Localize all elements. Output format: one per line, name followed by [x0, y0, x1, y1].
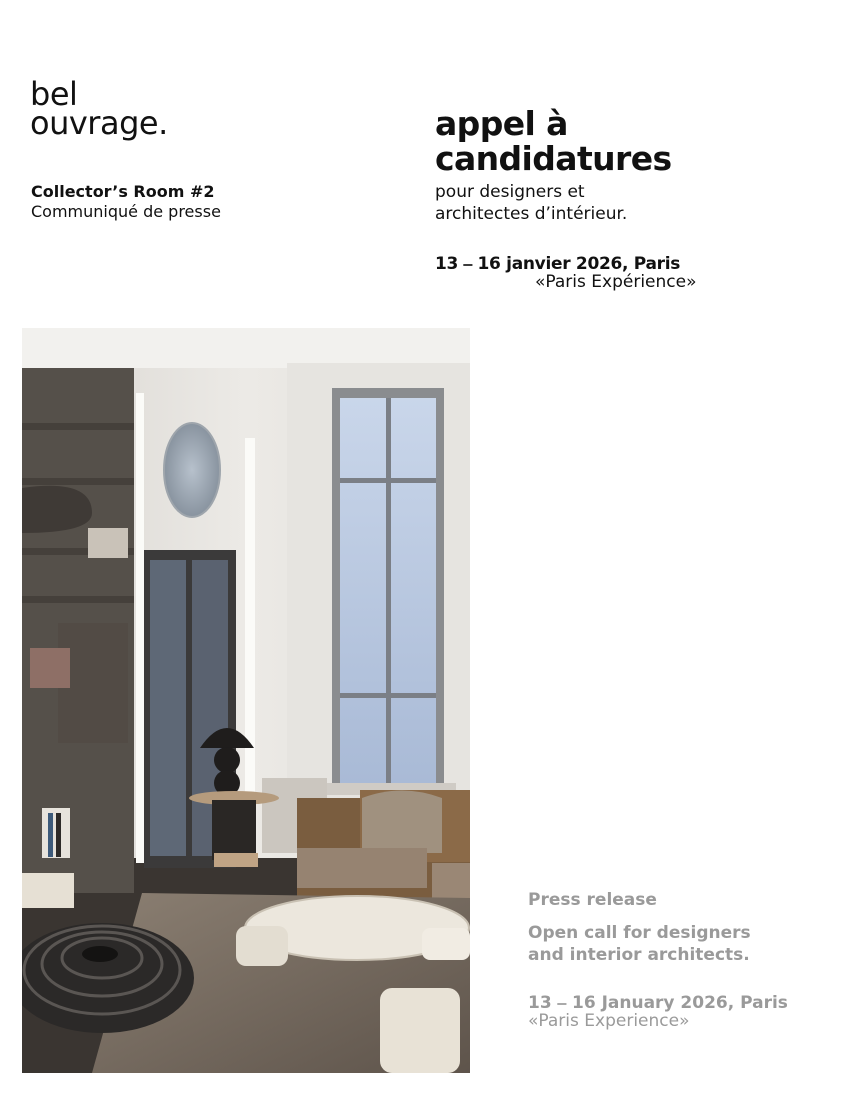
brand-logo — [30, 75, 168, 142]
english-summary — [528, 889, 788, 1030]
page-title — [435, 106, 672, 176]
open-call-line2: and interior architects. — [528, 945, 750, 965]
english-event-venue: «Paris Experience» — [528, 1011, 690, 1031]
english-event-dates: 13 ⎯ 16 January 2026, Paris — [528, 993, 788, 1013]
press-release-label: Press release — [528, 890, 657, 910]
interior-photo-illustration — [22, 328, 470, 1073]
event-name: Collector’s Room #2 — [31, 182, 215, 201]
open-call-text — [528, 922, 788, 966]
event-dates: 13 ⎯ 16 janvier 2026, Paris — [435, 254, 681, 274]
event-venue: «Paris Expérience» — [535, 272, 697, 292]
interior-photo — [22, 328, 470, 1073]
page-subtitle-line1: pour designers et — [435, 182, 585, 202]
page-subtitle-line2: architectes d’intérieur. — [435, 204, 628, 224]
page-subtitle — [435, 181, 627, 225]
open-call-line1: Open call for designers — [528, 923, 751, 943]
brand-logo-line2: ouvrage. — [30, 104, 168, 142]
event-subtitle — [31, 182, 221, 222]
brand-logo-line1: bel — [30, 75, 78, 113]
page-title-line1: appel à — [435, 104, 568, 143]
document-type: Communiqué de presse — [31, 202, 221, 221]
page-title-line2: candidatures — [435, 139, 672, 178]
